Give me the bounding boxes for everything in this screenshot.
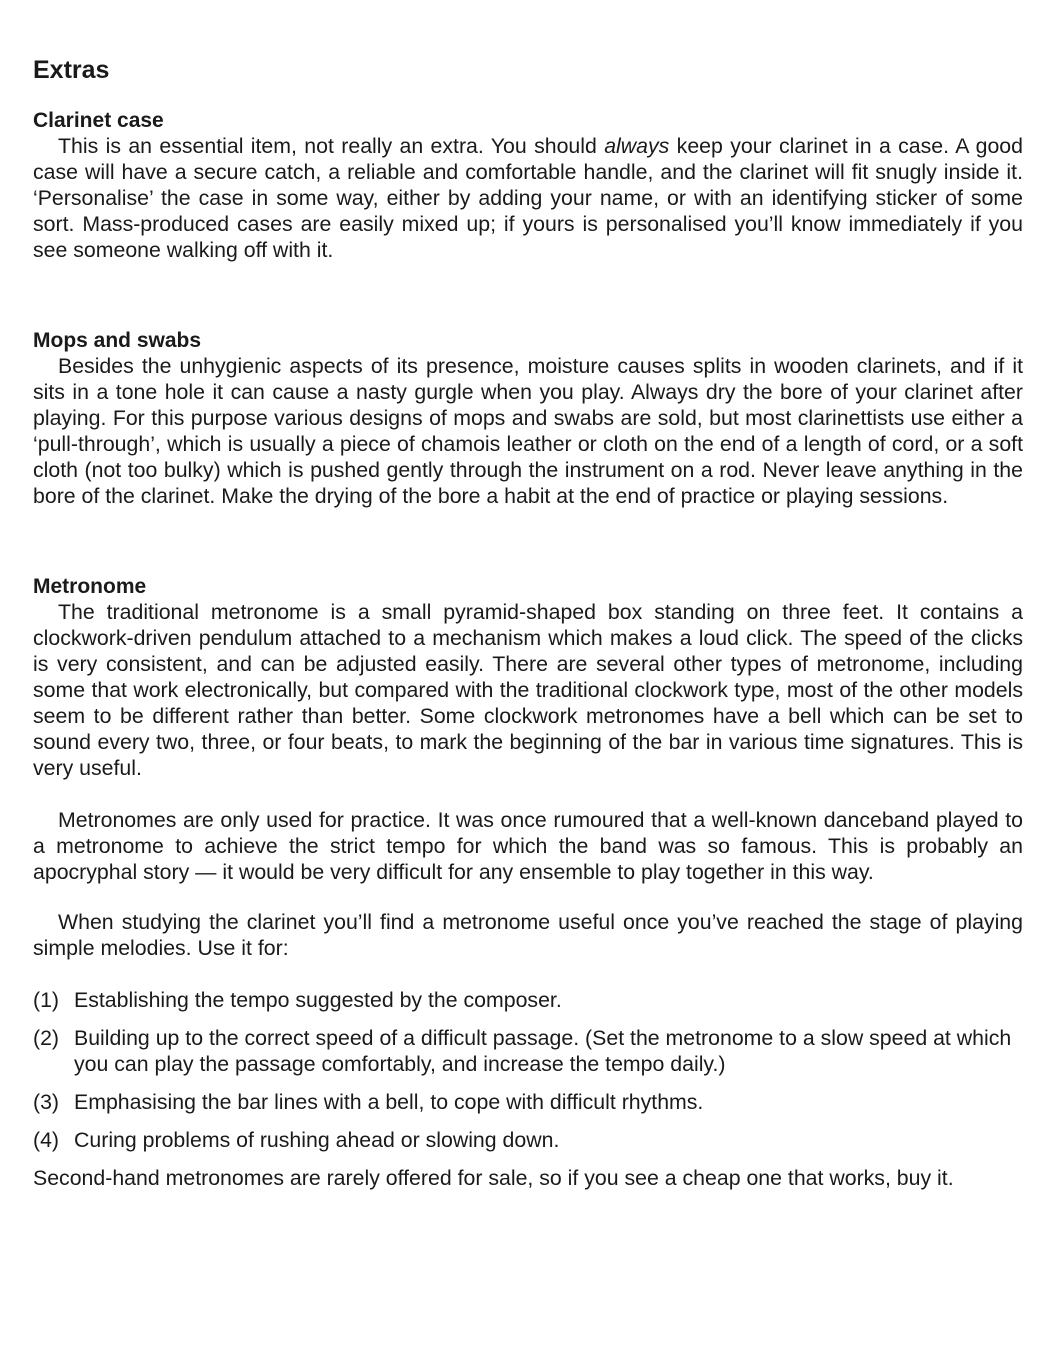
list-text: Emphasising the bar lines with a bell, to cope with difficult rhythms. <box>74 1090 704 1114</box>
list-item <box>33 1025 1023 1077</box>
usage-list <box>33 987 1023 1153</box>
list-text: Establishing the tempo suggested by the composer. <box>74 988 562 1012</box>
paragraph <box>33 133 1023 263</box>
section-clarinet-case <box>33 108 1023 263</box>
section-heading: Metronome <box>33 575 147 598</box>
section-heading: Clarinet case <box>33 109 164 132</box>
list-number: (3) <box>33 1090 60 1114</box>
section-metronome <box>33 574 1023 1191</box>
text-run: keep your clarinet in a case. A good case will have a secure catch, a reliable and comfortable handle, and the clarinet will fit snugly inside it. ‘Personalise’ the case in some way, either by adding your name, or with an identifying sticker of some sort. Mass-produced cases are easily mixed up; if yours is personalised you’ll know immediately if you see someone walking off with it. <box>33 134 1023 262</box>
emphasis-text: always <box>604 134 670 158</box>
section-mops-swabs <box>33 328 1023 509</box>
list-item <box>33 987 1023 1013</box>
list-number: (1) <box>33 988 60 1012</box>
text-run: This is an essential item, not really an extra. You should <box>58 134 605 158</box>
list-text: Building up to the correct speed of a difficult passage. (Set the metronome to a slow speed at which you can play the passage comfortably, and increase the tempo daily.) <box>74 1026 1012 1076</box>
page-title: Extras <box>33 56 110 84</box>
paragraph: The traditional metronome is a small pyramid-shaped box standing on three feet. It contains a clockwork-driven pendulum attached to a mechanism which makes a loud click. The speed of the clicks is very consistent, and can be adjusted easily. There are several other types of metronome, including some that work electronically, but compared with the traditional clockwork type, most of the other models seem to be different rather than better. Some clockwork metronomes have a bell which can be set to sound every two, three, or four beats, to mark the beginning of the bar in various time signatures. This is very useful. <box>33 600 1023 780</box>
paragraph: Second-hand metronomes are rarely offered for sale, so if you see a cheap one that works, buy it. <box>33 1166 954 1190</box>
list-item <box>33 1089 1023 1115</box>
list-number: (2) <box>33 1026 60 1050</box>
section-heading: Mops and swabs <box>33 329 202 352</box>
list-number: (4) <box>33 1128 60 1152</box>
list-item <box>33 1127 1023 1153</box>
paragraph: When studying the clarinet you’ll find a metronome useful once you’ve reached the stage of playing simple melodies. Use it for: <box>33 910 1023 960</box>
paragraph: Metronomes are only used for practice. It was once rumoured that a well-known danceband played to a metronome to achieve the strict tempo for which the band was so famous. This is probably an apocryphal story — it would be very difficult for any ensemble to play together in this way. <box>33 808 1023 884</box>
paragraph: Besides the unhygienic aspects of its presence, moisture causes splits in wooden clarinets, and if it sits in a tone hole it can cause a nasty gurgle when you play. Always dry the bore of your clarinet after playing. For this purpose various designs of mops and swabs are sold, but most clarinettists use either a ‘pull-through’, which is usually a piece of chamois leather or cloth on the end of a length of cord, or a soft cloth (not too bulky) which is pushed gently through the instrument on a rod. Never leave anything in the bore of the clarinet. Make the drying of the bore a habit at the end of practice or playing sessions. <box>33 354 1023 508</box>
list-text: Curing problems of rushing ahead or slowing down. <box>74 1128 560 1152</box>
page <box>33 52 1023 1191</box>
